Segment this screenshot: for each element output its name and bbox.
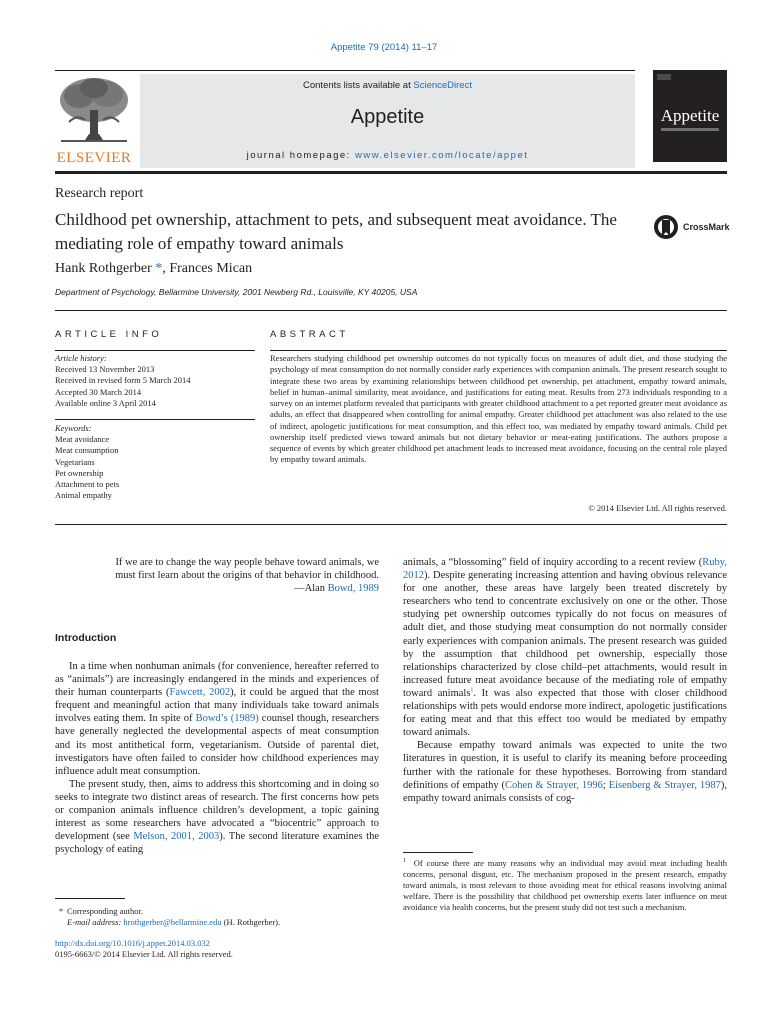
email-suffix: (H. Rothgerber). (221, 917, 281, 927)
text-run: . It was also expected that those with closer childhood relationships with pets would endorse more indirect, apologetic justifications for eating meat and that this effect too would be mediated by empathy toward animals. (403, 687, 727, 739)
crossmark-icon (653, 212, 679, 242)
keyword-item: Meat consumption (55, 445, 119, 456)
issn-line: 0195-6663/© 2014 Elsevier Ltd. All rights reserved. (55, 949, 233, 959)
cover-subtitle-bar (661, 128, 719, 131)
publisher-name: ELSEVIER (56, 150, 132, 166)
text-run: ), it could be argued that the most frequent and meaningful action that many individuals take toward animals involves eating them. In spite of (55, 687, 379, 725)
citation-link[interactable]: Bowd’s (1989) (195, 713, 259, 725)
citation-link[interactable]: Cohen & Strayer, 1996 (505, 779, 603, 791)
journal-homepage-line (140, 150, 635, 161)
history-accepted: Accepted 30 March 2014 (55, 386, 142, 397)
citation-link[interactable]: Fawcett, 2002 (169, 687, 231, 699)
corresponding-author-mark[interactable]: * (151, 261, 163, 276)
article-history (55, 353, 255, 409)
author-list (55, 261, 252, 277)
keyword-item: Attachment to pets (55, 479, 120, 490)
citation-link[interactable]: Eisenberg & Strayer, 1987 (608, 779, 721, 791)
sciencedirect-link[interactable]: ScienceDirect (413, 80, 472, 91)
paragraph (55, 778, 379, 857)
text-run: Because empathy toward animals was expected to unite the two literatures in question, it is useful to clarify its meaning before proceeding further with the rationale for these hypotheses. Borrowing from standard definitions of empathy ( (403, 740, 727, 791)
article-title: Childhood pet ownership, attachment to pets, and subsequent meat avoidance. The mediating role of empathy toward animals (55, 210, 617, 253)
author-2: Frances Mican (169, 261, 253, 276)
journal-reference-link[interactable]: Appetite 79 (2014) 11–17 (330, 42, 438, 53)
footnote-mark: * (58, 906, 64, 916)
history-label: Article history: (55, 353, 107, 363)
abstract-copyright: © 2014 Elsevier Ltd. All rights reserved. (588, 503, 727, 513)
epigraph-attribution (55, 582, 379, 595)
keywords-rule (55, 419, 255, 420)
corresponding-author-note (55, 906, 379, 928)
text-run: ), empathy toward animals consists of cog- (403, 779, 728, 804)
author-1: Hank Rothgerber (55, 261, 152, 276)
tree-logo-icon (55, 74, 133, 150)
keyword-item: Vegetarians (55, 456, 95, 467)
article-info-rule (55, 350, 255, 351)
epigraph-line: must first learn about the origins of that behavior in childhood. (115, 570, 379, 582)
homepage-prefix: journal homepage: (246, 150, 355, 161)
article-type: Research report (55, 186, 144, 201)
cover-logo-mark (657, 74, 671, 80)
email-link[interactable]: hrothgerber@bellarmine.edu (123, 917, 222, 927)
introduction-heading: Introduction (55, 632, 117, 644)
text-run: animals, a “blossoming” field of inquiry according to a recent review ( (403, 557, 703, 568)
journal-title: Appetite (350, 106, 425, 128)
doi-link[interactable]: http://dx.doi.org/10.1016/j.appet.2014.03.032 (55, 938, 210, 948)
keyword-item: Pet ownership (55, 467, 104, 478)
body-column-left (55, 660, 379, 856)
footnote-rule (55, 898, 125, 899)
text-run: In a time when nonhuman animals (for convenience, hereafter referred to as “animals”) are increasingly endangered in the minds and experiences of their human counterparts ( (55, 661, 379, 699)
citation-link[interactable]: Bowd, 1989 (327, 583, 379, 595)
corresponding-line (55, 906, 379, 917)
keyword-item: Meat avoidance (55, 434, 110, 445)
text-run: ). Despite generating increasing attention and having obvious relevance for one another, these areas have largely been treated discretely by researchers who tend to concentrate exclusively on one or the other. Those studying pet ownership outcomes typically do not focus on measures of adult diet, and those studying meat consumption do not normally consider early experiences with companion animals. The present research was guided by the assumption that childhood pet ownership, especially those relationships characterized by close child–pet attachments, would result in increased future meat avoidance because of the mediating role of empathy toward animals (403, 570, 727, 699)
keywords-label: Keywords: (55, 423, 92, 433)
author-separator: , (162, 261, 170, 276)
footnote-text: Of course there are many reasons why an individual may avoid meat including health concerns, personal disgust, etc. The mechanism proposed in the present research, empathy toward animals, is most relevant to those avoiding meat for ethical reasons involving animal welfare. There is the possibility that childhood pet ownership exerts later influence on meat avoidance via health concerns, but the present study did not test such a mechanism. (403, 858, 728, 912)
title-divider (55, 310, 727, 311)
abstract-text: Researchers studying childhood pet ownership outcomes do not typically focus on measures of adult diet, and those studying the psychology of meat consumption do not normally consider early experiences with companion animals. The present research sought to integrate these two areas by examining relationships between childhood pet ownership, pet attachment, empathy toward animals, belief in human–animal similarity, meat avoidance, and justifications for eating meat. Results from 273 individuals responding to a survey on an internet platform revealed that participants with greater childhood attachment to a pet reported greater meat avoidance as adults, an effect that disappeared when controlling for animal empathy. Greater childhood pet attachment was also related to the use of indirect, apologetic justifications for meat consumption, and this effect too, was mediated by empathy toward animals. Child pet ownership itself predicted views toward animals but not dietary behavior or meat-eating justifications. The authors propose a sequence of events by which greater childhood pet attachment leads to increased meat avoidance, focusing on the central role played by empathy toward animals. (270, 353, 727, 465)
journal-homepage-link[interactable]: www.elsevier.com/locate/appet (354, 150, 529, 161)
email-label: E-mail address: (67, 917, 124, 927)
history-online: Available online 3 April 2014 (55, 397, 156, 408)
footnote-rule (403, 852, 473, 853)
abstract-rule (270, 350, 727, 351)
citation-link[interactable]: Melson, 2001, 2003 (133, 831, 220, 843)
abstract-heading: ABSTRACT (270, 329, 349, 340)
keyword-item: Animal empathy (55, 490, 112, 501)
body-column-right (403, 556, 727, 805)
history-received: Received 13 November 2013 (55, 364, 155, 375)
footnote-ref[interactable]: 1 (470, 687, 474, 694)
journal-cover-image (653, 70, 727, 162)
contents-prefix: Contents lists available at (303, 80, 414, 91)
header-thick-rule (55, 171, 727, 174)
text-run: ). The second literature examines the psychology of eating (55, 831, 380, 856)
paragraph (55, 660, 379, 778)
header-top-rule (55, 70, 635, 71)
epigraph-attr-prefix: —Alan (294, 583, 328, 595)
contents-line (140, 80, 635, 91)
text-run: The present study, then, aims to address this shortcoming and in doing so seeks to integrate two distinct areas of research. The first concerns how pets or companion animals influence children’s development, a topic gaining interest as some researchers have advocated a “biocentric” approach to development (see (55, 778, 379, 843)
affiliation: Department of Psychology, Bellarmine University, 2001 Newberg Rd., Louisville, KY 40205, USA (55, 287, 418, 297)
keywords (55, 423, 255, 501)
history-revised: Received in revised form 5 March 2014 (55, 375, 191, 386)
epigraph (55, 556, 379, 596)
doi-block (55, 938, 233, 960)
text-run: counsel though, researchers have generally neglected the developmental aspects of meat consumption and its most antithetical form, vegetarianism. Outside of parental diet, investigators have often failed to consider how childhood experiences may influence adult meat consumption. (55, 713, 379, 777)
email-line (55, 917, 379, 928)
footnote-1 (403, 858, 727, 913)
corresponding-text: Corresponding author. (67, 906, 144, 916)
text-run: ; (602, 779, 609, 791)
cover-title: Appetite (660, 106, 720, 125)
paragraph (403, 739, 727, 804)
article-info-heading: ARTICLE INFO (55, 329, 163, 340)
crossmark-label[interactable]: CrossMark (683, 222, 730, 232)
abstract-divider (55, 524, 727, 525)
paragraph (403, 556, 727, 739)
epigraph-line: If we are to change the way people behave toward animals, we (115, 557, 379, 568)
footnote-mark: 1 (403, 858, 406, 865)
citation-link[interactable]: Ruby, 2012 (403, 557, 727, 582)
